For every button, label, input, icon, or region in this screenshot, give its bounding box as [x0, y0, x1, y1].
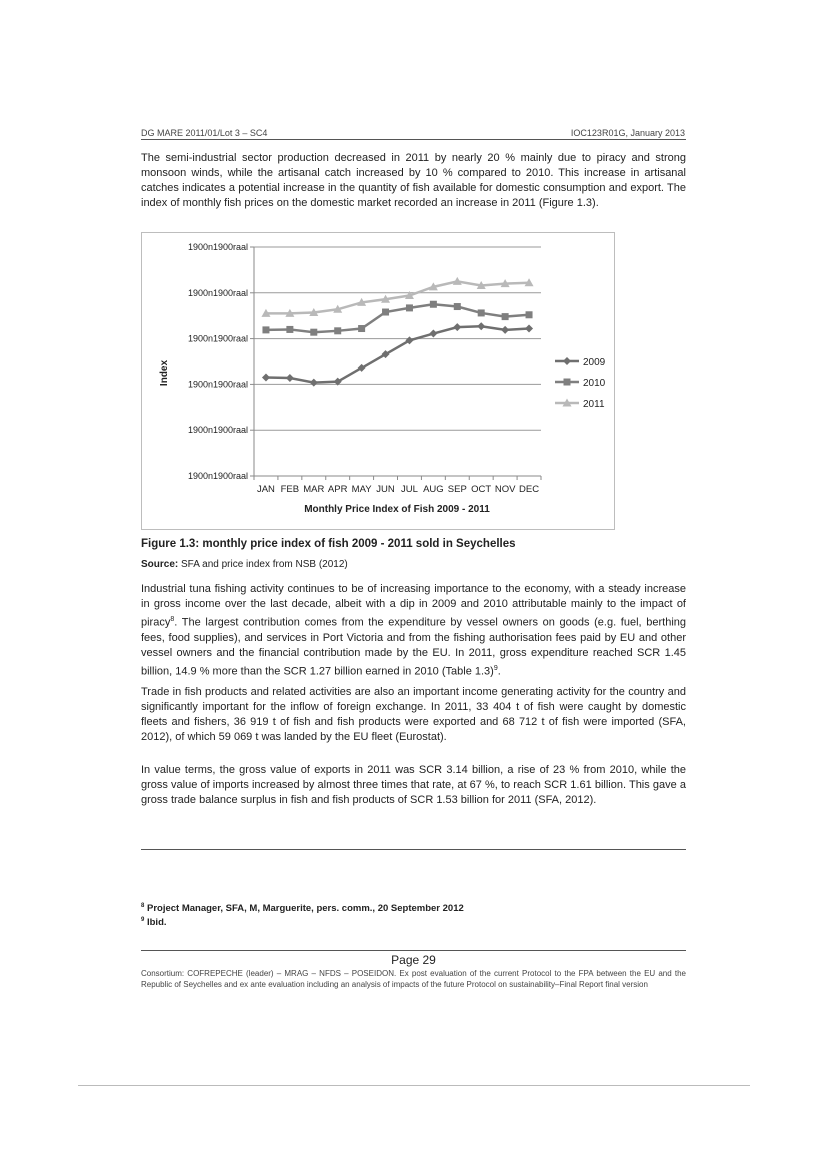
x-tick-label: APR	[327, 484, 348, 495]
figure-source	[141, 559, 348, 570]
x-tick-label: MAR	[303, 484, 325, 495]
chart-frame	[141, 232, 615, 530]
price-index-chart	[142, 233, 614, 529]
paragraph-trade: Trade in fish products and related activities are also an important income generating activity for the country and significantly important for the inflow of foreign exchange. In 2011, 33 404 t of fish were caught by domestic fleets and fishers, 36 919 t of fish and fish products were exported and 68 712 t of fish were imported (SFA, 2012), of which 59 069 t was landed by the EU fleet (Eurostat).	[141, 686, 686, 743]
data-point	[526, 311, 533, 318]
x-tick-label: JAN	[256, 484, 275, 495]
footnote-ref-8[interactable]: 8	[170, 616, 175, 623]
data-point	[310, 379, 318, 387]
x-tick-label: OCT	[471, 484, 492, 495]
y-tick-label: 1900n1900raal	[187, 379, 248, 390]
data-point	[478, 309, 485, 316]
consortium-note: Consortium: COFREPECHE (leader) – MRAG – NFDS – POSEIDON. Ex post evaluation of the current Protocol to the FPA between the EU and the Republic of Seychelles and ex ante evaluation including an analysis of impacts of the future Protocol on sustainability–Final Report final version	[141, 969, 686, 989]
data-point	[525, 325, 533, 333]
x-tick-label: NOV	[494, 484, 516, 495]
data-point	[502, 313, 509, 320]
paragraph-tuna-a: Industrial tuna fishing activity continues to be of increasing importance to the economy, with a steady increase in gross income over the last decade, albeit with a dip in 2009 and 2010 attributable mainly to the impact of piracy	[141, 583, 686, 629]
legend-label: 2009	[583, 357, 606, 368]
x-tick-label: AUG	[423, 484, 444, 495]
header-left: DG MARE 2011/01/Lot 3 – SC4	[141, 128, 268, 138]
footnote-text: Ibid.	[144, 917, 167, 929]
figure-caption: Figure 1.3: monthly price index of fish 2009 - 2011 sold in Seychelles	[141, 538, 516, 550]
legend-label: 2010	[583, 378, 606, 389]
x-tick-label: JUL	[401, 484, 418, 495]
y-tick-label: 1900n1900raal	[187, 471, 248, 481]
y-tick-label: 1900n1900raal	[187, 425, 248, 436]
header-right: IOC123R01G, January 2013	[570, 128, 685, 138]
x-tick-label: MAY	[351, 484, 372, 495]
legend-marker	[563, 357, 571, 365]
data-point	[358, 325, 365, 332]
page-number: Page 29	[391, 953, 436, 967]
series-line-2009	[266, 326, 529, 382]
footnote-text: Project Manager, SFA, M, Marguerite, pers. comm., 20 September 2012	[144, 903, 464, 915]
data-point	[286, 374, 294, 382]
footnote-8	[141, 903, 464, 914]
data-point	[382, 309, 389, 316]
x-axis-label: Monthly Price Index of Fish 2009 - 2011	[304, 504, 490, 515]
paragraph-production: The semi-industrial sector production decreased in 2011 by nearly 20 % mainly due to piracy and strong monsoon winds, while the artisanal catch increased by 10 % compared to 2010. This increase in artisanal catches indicates a potential increase in the quantity of fish available for domestic consumption and export. The index of monthly fish prices on the domestic market recorded an increase in 2011 (Figure 1.3).	[141, 152, 686, 209]
legend-label: 2011	[583, 399, 605, 410]
footnote-number: 9	[141, 917, 145, 923]
data-point	[454, 303, 461, 310]
paragraph-tuna	[141, 582, 686, 679]
data-point	[286, 326, 293, 333]
data-point	[429, 330, 437, 338]
data-point	[334, 327, 341, 334]
footnote-9	[141, 917, 167, 928]
data-point	[310, 329, 317, 336]
paragraph-tuna-c: .	[497, 665, 501, 678]
x-tick-label: DEC	[519, 484, 540, 495]
footnote-divider	[141, 849, 686, 850]
footnote-number: 8	[141, 903, 145, 909]
y-axis-label: Index	[159, 359, 170, 387]
data-point	[453, 323, 461, 331]
y-tick-label: 1900n1900raal	[187, 333, 248, 344]
y-tick-label: 1900n1900raal	[187, 287, 248, 298]
data-point	[262, 326, 269, 333]
paragraph-value: In value terms, the gross value of exports in 2011 was SCR 3.14 billion, a rise of 23 % from 2010, while the gross value of imports increased by almost three times that rate, at 67 %, to reach SCR 1.61 billion. This gave a gross trade balance surplus in fish and fish products of SCR 1.53 billion for 2011 (SFA, 2012).	[141, 764, 686, 806]
page-bottom-rule	[78, 1085, 750, 1086]
series-line-2011	[266, 281, 529, 313]
header-divider	[141, 139, 686, 140]
footer-divider	[141, 950, 686, 951]
data-point	[501, 326, 509, 334]
source-text: SFA and price index from NSB (2012)	[178, 559, 348, 570]
legend-marker	[564, 379, 571, 386]
x-tick-label: SEP	[447, 484, 467, 495]
data-point	[430, 301, 437, 308]
data-point	[477, 322, 485, 330]
data-point	[406, 304, 413, 311]
paragraph-tuna-b: . The largest contribution comes from the expenditure by vessel owners on goods (e.g. fuel, berthing fees, food supplies), and services in Port Victoria and from the fishing authorisation fees paid by EU and other vessel owners and the financial contribution made by the EU. In 2011, gross expenditure reached SCR 1.45 billion, 14.9 % more than the SCR 1.27 billion earned in 2010 (Table 1.3)	[141, 616, 686, 678]
x-tick-label: FEB	[280, 484, 300, 495]
data-point	[262, 374, 270, 382]
footnote-ref-9[interactable]: 9	[493, 664, 498, 672]
x-tick-label: JUN	[376, 484, 395, 495]
y-tick-label: 1900n1900raal	[187, 242, 248, 252]
source-label: Source:	[141, 559, 179, 570]
